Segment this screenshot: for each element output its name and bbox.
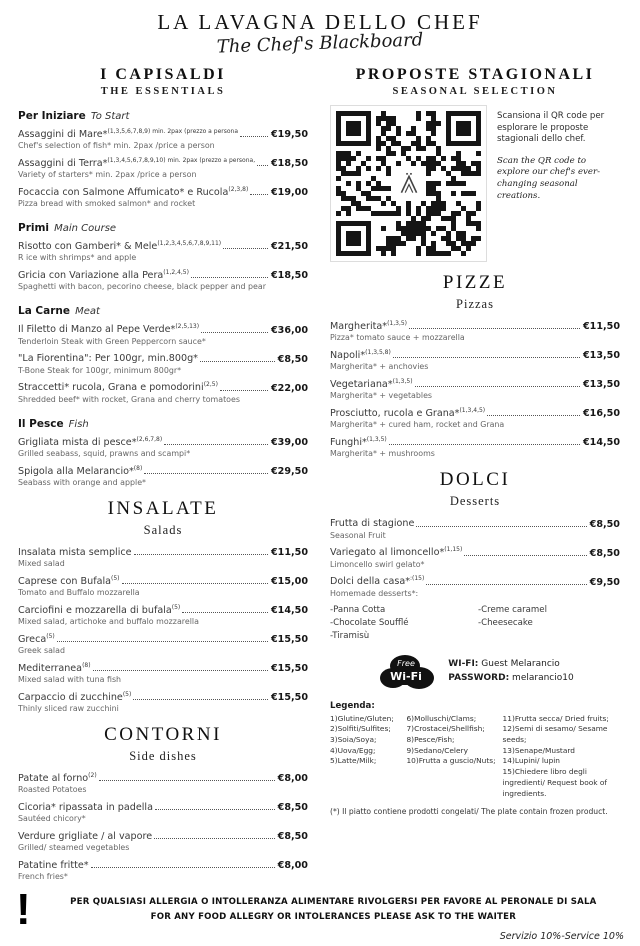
dotted-leader (155, 809, 275, 810)
qr-instructions (497, 105, 620, 202)
item-description: Mixed salad (18, 558, 65, 568)
menu-item (18, 465, 308, 488)
legend-entry: 12)Semi di sesamo/ Sesame seeds; (502, 724, 608, 744)
menu-item (18, 269, 308, 292)
item-price: €39,00 (270, 436, 308, 448)
legend-entry: 2)Solfiti/Sulfites; (330, 724, 391, 734)
menu-item (18, 436, 308, 459)
dotted-leader (464, 555, 586, 556)
wifi-ssid-value: Guest Melarancio (481, 659, 560, 669)
allergen-note: (5) (46, 632, 55, 640)
item-price: €22,00 (270, 382, 308, 394)
dessert-item: -Cheesecake (478, 617, 533, 628)
item-name: Assaggini di Mare*$^{(1,3,5,6,7,8,9) min. 2pax (prezzo a persona}$ (18, 128, 239, 141)
dessert-item: -Panna Cotta (330, 604, 386, 615)
allergen-note: (1,3,4,5,6,7,8,9,10) min. 2pax (prezzo a persona, (107, 157, 256, 165)
item-name: Focaccia con Salmone Affumicato* e Rucola$^{(2,3,8)}$ (18, 186, 249, 199)
legend-entry: 5)Latte/Milk; (330, 756, 377, 766)
allergen-note: (1,3,5) (366, 436, 387, 444)
legend-entry: 7)Crostacei/Shellfish; (406, 724, 485, 734)
item-name: Dolci della casa*$^{:(15)}$ (330, 575, 425, 588)
wifi-icon-free-label: Free (397, 658, 416, 668)
item-price: €18,50 (270, 270, 308, 282)
dotted-leader (415, 386, 580, 387)
item-description: Margherita* + cured ham, rocket and Grana (330, 420, 505, 430)
item-price: €15,00 (270, 575, 308, 587)
menu-item (18, 859, 308, 882)
menu-columns (0, 56, 640, 888)
item-name: Straccetti* rucola, Grana e pomodorini$^{(2,5)}$ (18, 381, 218, 394)
dotted-leader (416, 526, 586, 527)
item-price: €21,50 (270, 241, 308, 253)
item-description: Chef's selection of fish* min. 2pax /price a person (18, 141, 215, 151)
dotted-leader (220, 390, 268, 391)
legend-entry: 3)Soia/Soya; (330, 734, 377, 744)
dotted-leader (250, 194, 268, 195)
item-name: Patatine fritte* (18, 860, 89, 872)
dotted-leader (257, 165, 268, 166)
legend-entry: 13)Senape/Mustard (502, 745, 575, 755)
menu-item (18, 323, 308, 346)
item-name: Greca$^{(5)}$ (18, 632, 55, 645)
group-heading-la-carne (18, 299, 308, 318)
pizze-title: PIZZE (442, 272, 508, 293)
item-description: Shredded beef* with rocket, Grana and cherry tomatoes (18, 394, 240, 404)
item-name: Prosciutto, rucola e Grana*$^{(1,3,4,5)}$ (330, 407, 486, 420)
dotted-leader (134, 554, 268, 555)
item-description: Margherita* + anchovies (330, 362, 429, 372)
legend-column-2 (406, 714, 496, 800)
item-description: Margherita* + vegetables (330, 391, 433, 401)
dotted-leader (389, 444, 580, 445)
item-name: Napoli*$^{(1,3,5,8)}$ (330, 349, 391, 362)
allergy-warning-texts (43, 895, 624, 924)
wifi-info (330, 651, 620, 693)
qr-text-english: Scan the QR code to explore our chef's ever-changing seasonal creations. (497, 155, 600, 201)
menu-item (18, 662, 308, 685)
qr-section (330, 105, 620, 262)
allergen-note: :(15) (410, 575, 425, 583)
legend-entry: 8)Pesce/Fish; (406, 734, 455, 744)
item-name: Vegetariana*$^{(1,3,5)}$ (330, 378, 413, 391)
menu-item (18, 830, 308, 853)
dotted-leader (93, 670, 268, 671)
item-description: Greek salad (18, 646, 65, 655)
dotted-leader (487, 415, 580, 416)
allergen-note: (1,3,5,6,7,8,9) min. 2pax (prezzo a persona (107, 128, 239, 135)
item-name: Funghi*$^{(1,3,5)}$ (330, 436, 387, 449)
dotted-leader (240, 136, 268, 137)
menu-item (330, 575, 620, 598)
insalate-subtitle: Salads (143, 522, 183, 537)
item-price: €29,50 (270, 465, 308, 477)
menu-item (18, 575, 308, 598)
item-price: €15,50 (270, 692, 308, 704)
item-name: Carciofini e mozzarella di bufala$^{(5)}$ (18, 603, 181, 616)
item-description: Grilled/ steamed vegetables (18, 843, 130, 853)
item-description: R ice with shrimps* and apple (18, 253, 137, 263)
item-description: Pizza* tomato sauce + mozzarella (330, 333, 465, 343)
dotted-leader (191, 277, 268, 278)
allergy-warning-footer (0, 885, 640, 946)
menu-item (330, 349, 620, 372)
item-price: €14,50 (270, 604, 308, 616)
item-price: €15,50 (270, 663, 308, 675)
pizze-subtitle: Pizzas (456, 297, 494, 311)
dotted-leader (91, 867, 275, 868)
wifi-ssid-label: WI-FI: (448, 659, 479, 669)
item-price: €8,50 (589, 518, 620, 530)
menu-item (18, 604, 308, 627)
group-heading-per-iniziare (18, 104, 308, 123)
seasonal-subtitle: SEASONAL SELECTION (392, 86, 558, 97)
dotted-leader (57, 641, 268, 642)
dotted-leader (133, 699, 268, 700)
allergen-note: (2,6,7,8) (136, 435, 163, 443)
item-price: €18,50 (270, 158, 308, 170)
legend-entry: 9)Sedano/Celery (406, 745, 468, 755)
item-name: Variegato al limoncello*$^{(1,15)}$ (330, 546, 463, 559)
item-price: €13,50 (582, 350, 620, 362)
item-price: €8,50 (277, 831, 308, 843)
menu-item (18, 240, 308, 263)
dolci-subtitle: Desserts (449, 494, 501, 509)
item-description: Variety of starters* min. 2pax /price a person (18, 170, 197, 180)
dolci-title: DOLCI (439, 469, 511, 491)
menu-subtitle-script: The Chef's Blackboard (216, 29, 424, 58)
group-name-it: La Carne (18, 305, 70, 318)
menu-item (18, 772, 308, 795)
legend-entry: 6)Molluschi/Clams; (406, 713, 477, 723)
menu-item (330, 320, 620, 343)
warning-exclamation-icon: ! (16, 885, 31, 935)
item-price: €9,50 (589, 576, 620, 588)
dotted-leader (182, 612, 268, 613)
menu-item (330, 378, 620, 401)
allergen-note: (1,3,5) (387, 320, 408, 327)
item-description: Homemade desserts*: (330, 588, 419, 598)
item-name: Grigliata mista di pesce*$^{(2,6,7,8)}$ (18, 435, 163, 448)
dotted-leader (154, 838, 275, 839)
group-name-en: Fish (68, 418, 89, 430)
restaurant-menu-title: LA LAVAGNA DELLO CHEF (157, 10, 483, 34)
item-price: €13,50 (582, 379, 620, 391)
dessert-item: -Tiramisù (330, 630, 370, 641)
group-heading-primi (18, 216, 308, 235)
menu-item (18, 157, 308, 180)
allergen-note: (8) (82, 661, 91, 669)
item-price: €11,50 (270, 546, 308, 558)
allergy-warning-it: PER QUALSIASI ALLERGIA O INTOLLERANZA ALIMENTARE RIVOLGERSI PER FAVORE AL PERONALE DI SALA (70, 897, 597, 908)
menu-item (330, 546, 620, 569)
item-description: Seabass with orange and apple* (18, 477, 146, 487)
dotted-leader (223, 248, 268, 249)
item-description: Tomato and Buffalo mozzarella (18, 587, 140, 597)
item-name: Mediterranea$^{(8)}$ (18, 661, 91, 675)
item-price: €8,50 (277, 353, 308, 365)
item-description: French fries* (18, 872, 68, 882)
group-name-en: Main Course (54, 223, 117, 235)
menu-item (18, 186, 308, 209)
legend-entry: 10)Frutta a guscio/Nuts; (406, 756, 496, 766)
wifi-credentials (448, 658, 573, 685)
group-name-it: Il Pesce (18, 417, 64, 430)
legend-column-3 (503, 714, 620, 800)
item-description: Limoncello swirl gelato* (330, 559, 425, 569)
dessert-item: -Creme caramel (478, 604, 547, 615)
legend-column-1 (330, 714, 400, 800)
menu-item (18, 691, 308, 714)
menu-item (18, 352, 308, 375)
legend-entry: 11)Frutta secca/ Dried fruits; (502, 713, 609, 723)
item-name: Risotto con Gamberi* & Mele$^{(1,2,3,4,5,6,7,8,9,11)}$ (18, 240, 222, 253)
contorni-subtitle: Side dishes (129, 749, 197, 763)
item-name: Margherita*$^{(1,3,5)}$ (330, 320, 408, 333)
allergen-note: (2,5) (203, 381, 218, 389)
dotted-leader (122, 583, 268, 584)
item-price: €8,00 (277, 773, 308, 785)
item-description: T-Bone Steak for 100gr, minimum 800gr* (18, 365, 182, 375)
insalate-title: INSALATE (107, 497, 219, 519)
item-description: Pizza bread with smoked salmon* and rocket (18, 199, 196, 209)
allergen-note: (5) (122, 690, 132, 698)
menu-item (330, 407, 620, 430)
item-name: Caprese con Bufala$^{(5)}$ (18, 574, 120, 587)
contorni-title: CONTORNI (104, 724, 222, 745)
item-price: €8,50 (589, 547, 620, 559)
dotted-leader (200, 361, 275, 362)
legend-title: Legenda: (330, 700, 375, 711)
essentials-subtitle: THE ESSENTIALS (100, 86, 226, 97)
item-description: Thinly sliced raw zucchini (18, 704, 119, 714)
left-column (18, 62, 308, 888)
allergen-note: (1,3,5,8) (365, 349, 391, 357)
dotted-leader (201, 332, 268, 333)
group-name-en: To Start (90, 111, 130, 122)
item-name: Patate al forno$^{(2)}$ (18, 772, 97, 785)
item-name: Verdure grigliate / al vapore (18, 831, 153, 843)
item-description: Tenderloin Steak with Green Peppercorn sauce* (18, 336, 206, 346)
item-description: Mixed salad, artichoke and buffalo mozzarella (18, 616, 199, 626)
item-name: Spigola alla Melarancio*$^{(8)}$ (18, 464, 143, 477)
allergy-warning-en: FOR ANY FOOD ALLEGRY OR INTOLERANCES PLEASE ASK TO THE WAITER (150, 912, 517, 923)
group-heading-il-pesce (18, 412, 308, 431)
frozen-product-footnote: (*) Il piatto contiene prodotti congelati/ The plate contain frozen product. (330, 807, 608, 817)
qr-code (330, 105, 487, 262)
item-price: €8,50 (277, 802, 308, 814)
legend-entry: 14)Lupini/ lupin (502, 756, 560, 766)
allergen-note: (1,3,5) (392, 378, 413, 386)
wifi-icon-wifi-label: Wi-Fi (390, 669, 423, 683)
item-price: €11,50 (582, 321, 620, 333)
legend-entry: 15)Chiedere libro degli ingredienti/ Request book of ingredients. (502, 767, 608, 798)
allergen-legend (330, 701, 620, 817)
item-description: Roasted Potatoes (18, 785, 87, 795)
item-description: Sautéed chicory* (18, 814, 86, 824)
item-name: Assaggini di Terra*$^{(1,3,4,5,6,7,8,9,10) min. 2pax (prezzo a persona,}$ (18, 157, 256, 170)
menu-item (330, 517, 620, 540)
dotted-leader (393, 357, 580, 358)
menu-item (18, 381, 308, 404)
legend-entry: 4)Uova/Egg; (330, 745, 376, 755)
wifi-password-label: PASSWORD: (448, 672, 510, 683)
allergen-note: (1,3,4,5) (459, 407, 486, 415)
item-name: Frutta di stagione (330, 518, 415, 530)
allergen-note: (2,5,13) (175, 323, 200, 331)
item-price: €36,00 (270, 324, 308, 336)
item-description: Grilled seabass, squid, prawns and scampi* (18, 448, 191, 458)
group-name-it: Per Iniziare (18, 110, 86, 122)
allergen-note: (5) (171, 603, 181, 611)
wifi-password-value: melarancio10 (512, 672, 574, 683)
item-name: Insalata mista semplice (18, 546, 132, 558)
allergen-note: (2) (88, 772, 97, 779)
dotted-leader (144, 473, 268, 474)
item-price: €19,50 (270, 129, 308, 141)
item-name: Carpaccio di zucchine$^{(5)}$ (18, 690, 132, 704)
item-description: Margherita* + mushrooms (330, 449, 435, 459)
item-price: €16,50 (582, 408, 620, 420)
dotted-leader (99, 780, 275, 781)
item-name: Gricia con Variazione alla Pera$^{(1,2,4,5)}$ (18, 269, 189, 282)
essentials-title: I CAPISALDI (100, 66, 226, 83)
dotted-leader (164, 444, 268, 445)
free-wifi-icon (376, 651, 438, 693)
allergen-note: (8) (133, 464, 143, 472)
allergen-note: (1,2,3,4,5,6,7,8,9,11) (157, 240, 222, 248)
item-description: Seasonal Fruit (330, 530, 386, 540)
menu-item (18, 128, 308, 151)
homemade-desserts-list (330, 605, 620, 641)
menu-item (18, 633, 308, 656)
qr-logo-icon (392, 167, 426, 201)
legend-entry: 1)Glutine/Gluten; (330, 713, 394, 723)
seasonal-title: PROPOSTE STAGIONALI (355, 66, 595, 83)
item-name: Cicoria* ripassata in padella (18, 802, 153, 814)
qr-text-italian: Scansiona il QR code per esplorare le proposte stagionali dello chef. (497, 111, 605, 145)
group-name-en: Meat (75, 306, 100, 318)
item-price: €19,00 (270, 187, 308, 199)
service-charge-note: Servizio 10%-Service 10% (499, 930, 624, 942)
allergen-note: (2,3,8) (228, 186, 249, 194)
item-price: €8,00 (277, 860, 308, 872)
menu-item (18, 801, 308, 824)
allergen-note: (1,2,4,5) (163, 269, 189, 277)
right-column (330, 62, 620, 888)
group-name-it: Primi (18, 222, 50, 235)
dotted-leader (426, 584, 586, 585)
item-description: Mixed salad with tuna fish (18, 675, 122, 685)
item-price: €14,50 (582, 437, 620, 449)
dessert-item: -Chocolate Soufflé (330, 617, 409, 628)
allergen-note: (5) (111, 574, 120, 582)
item-name: Il Filetto di Manzo al Pepe Verde*$^{(2,5,13)}$ (18, 323, 200, 336)
item-price: €15,50 (270, 634, 308, 645)
allergen-note: (1,15) (444, 546, 463, 554)
menu-item (18, 546, 308, 569)
item-name: "La Fiorentina": Per 100gr, min.800g* (18, 353, 198, 365)
item-description: Spaghetti with bacon, pecorino cheese, black pepper and pear (18, 282, 266, 292)
dotted-leader (409, 328, 580, 329)
menu-item (330, 436, 620, 459)
menu-header (0, 0, 640, 56)
